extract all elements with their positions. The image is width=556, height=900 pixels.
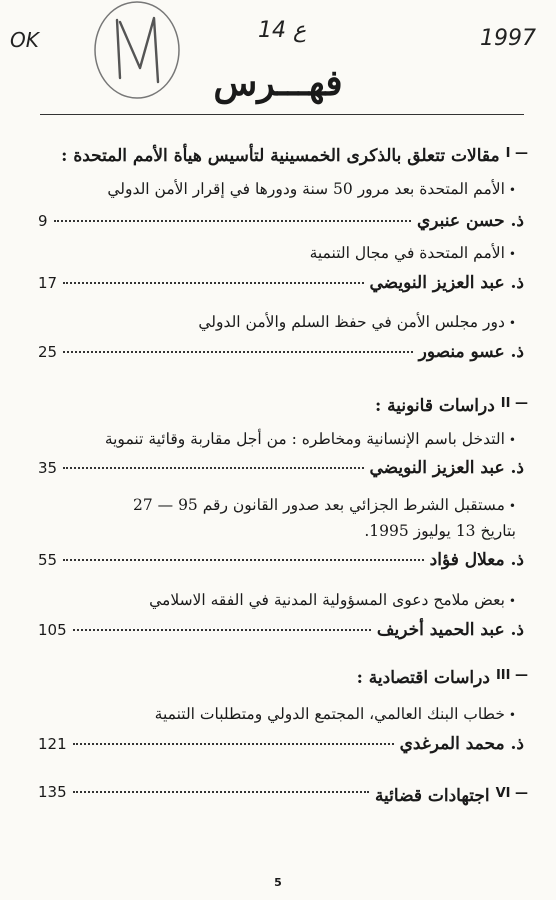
entry-title: •بعض ملامح دعوى المسؤولية المدنية في الفقه الاسلامي [149, 591, 516, 609]
entry-page: 9 [38, 212, 48, 230]
dot-leader [73, 743, 394, 745]
entry-title-continued: بتاريخ 13 يوليوز 1995. [364, 522, 516, 540]
dot-leader [73, 629, 371, 631]
title-divider [40, 114, 524, 115]
page-number: 5 [274, 876, 282, 889]
entry-page: 121 [38, 735, 67, 753]
toc-entry [38, 211, 524, 231]
page-title: فهـــرس [213, 62, 343, 104]
toc-entry [38, 458, 524, 478]
entry-title: •دور مجلس الأمن في حفظ السلم والأمن الدولي [198, 313, 516, 331]
entry-page: 25 [38, 343, 58, 361]
entry-author: ذ. عبد العزيز النويضي [369, 458, 524, 478]
section-number: I — [505, 146, 528, 161]
entry-title: •الأمم المتحدة في مجال التنمية [309, 244, 516, 262]
handwritten-ok: OK [10, 28, 39, 52]
toc-entry [38, 550, 524, 570]
toc-entry [38, 620, 524, 640]
dot-leader [63, 351, 413, 353]
entry-author: ذ. عبد العزيز النويضي [369, 273, 524, 293]
entry-page: 55 [38, 551, 58, 569]
entry-page: 17 [38, 274, 58, 292]
dot-leader [63, 559, 424, 561]
section-title: اجتهادات قضائية [374, 786, 490, 806]
entry-page: 135 [38, 783, 67, 801]
handwritten-issue-number: ع 14 [258, 18, 307, 43]
section-title: مقالات تتعلق بالذكرى الخمسينية لتأسيس هيأة الأمم المتحدة : [61, 146, 500, 166]
section-number: II — [500, 396, 528, 411]
handwritten-year: 1997 [480, 26, 536, 51]
section-title: دراسات قانونية : [374, 396, 495, 416]
entry-author: ذ. معلال فؤاد [429, 550, 524, 570]
entry-author: ذ. عسو منصور [418, 342, 524, 362]
section-4-heading [38, 783, 528, 806]
section-number: VI — [495, 786, 528, 801]
entry-page: 105 [38, 621, 67, 639]
entry-page: 35 [38, 459, 58, 477]
dot-leader [54, 220, 411, 222]
entry-title: •خطاب البنك العالمي، المجتمع الدولي ومتطلبات التنمية [154, 705, 516, 723]
handwritten-circled-number [108, 30, 109, 31]
entry-title: •مستقبل الشرط الجزائي بعد صدور القانون رقم 95 — 27 [132, 496, 516, 514]
entry-author: ذ. محمد المرغدي [399, 734, 524, 754]
entry-author: ذ. حسن عنبري [416, 211, 524, 231]
entry-title: •الأمم المتحدة بعد مرور 50 سنة ودورها في إقرار الأمن الدولي [107, 180, 516, 198]
dot-leader [63, 467, 363, 469]
section-title: دراسات اقتصادية : [356, 668, 490, 688]
section-2-heading [375, 396, 528, 416]
section-number: III — [495, 668, 528, 683]
dot-leader [63, 282, 363, 284]
toc-entry [38, 734, 524, 754]
entry-author: ذ. عبد الحميد أخريف [376, 620, 524, 640]
entry-title: •التدخل باسم الإنسانية ومخاطره : من أجل مقاربة وقائية تنموية [104, 430, 516, 448]
toc-entry [38, 273, 524, 293]
dot-leader [73, 791, 369, 793]
section-3-heading [357, 668, 528, 688]
section-1-heading [61, 146, 528, 166]
toc-entry [38, 342, 524, 362]
